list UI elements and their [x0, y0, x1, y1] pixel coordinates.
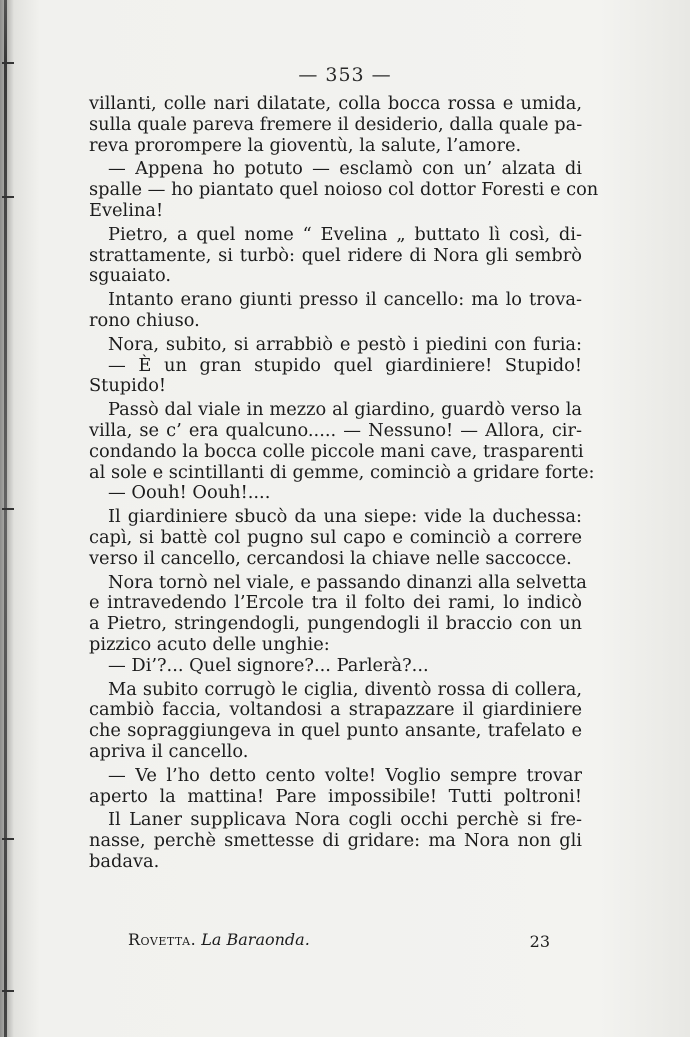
- text-line: — Appena ho potuto — esclamò con un’ alzata di: [108, 158, 582, 180]
- binding-shadow: [0, 0, 14, 1037]
- binding-mark: [2, 196, 14, 198]
- text-line: Evelina!: [89, 199, 164, 221]
- text-line: — Ve l’ho detto cento volte! Voglio sempre trovar: [108, 764, 582, 786]
- footer-title: La Baraonda.: [201, 930, 310, 949]
- body-text: [89, 93, 599, 873]
- page-footer: [128, 930, 550, 954]
- text-line: Nora tornò nel viale, e passando dinanzi alla selvetta: [108, 571, 587, 593]
- text-line: che sopraggiungeva in quel punto ansante, trafelato e: [89, 720, 582, 742]
- text-line: apriva il cancello.: [89, 740, 249, 762]
- text-line: reva prorompere la gioventù, la salute, l’amore.: [89, 134, 522, 156]
- text-line: aperto la mattina! Pare impossibile! Tutti poltroni!: [89, 785, 582, 807]
- text-line: — È un gran stupido quel giardiniere! Stupido!: [108, 354, 582, 376]
- text-line: villa, se c’ era qualcuno..... — Nessuno! — Allora, cir-: [89, 419, 582, 441]
- binding-mark: [2, 838, 14, 840]
- text-line: Nora, subito, si arrabbiò e pestò i piedini con furia:: [108, 333, 582, 355]
- text-line: capì, si battè col pugno sul capo e cominciò a correre: [89, 526, 582, 548]
- text-line: nasse, perchè smettesse di gridare: ma Nora non gli: [89, 830, 582, 852]
- text-line: Ma subito corrugò le ciglia, diventò rossa di collera,: [108, 678, 582, 700]
- text-line: Stupido!: [89, 375, 167, 397]
- text-line: e intravedendo l’Ercole tra il folto dei rami, lo indicò: [89, 592, 582, 614]
- binding-edge: [4, 0, 7, 1037]
- text-line: badava.: [89, 850, 160, 872]
- text-line: a Pietro, stringendogli, pungendogli il braccio con un: [89, 613, 582, 635]
- text-line: Il Laner supplicava Nora cogli occhi perchè si fre-: [108, 809, 582, 831]
- text-line: sguaiato.: [89, 265, 172, 287]
- text-line: rono chiuso.: [89, 309, 200, 331]
- binding-mark: [2, 990, 14, 992]
- binding-mark: [2, 508, 14, 510]
- page-number: — 353 —: [298, 64, 392, 86]
- text-line: pizzico acuto delle unghie:: [89, 633, 330, 655]
- text-line: Pietro, a quel nome “ Evelina „ buttato lì così, di-: [108, 223, 582, 245]
- text-line: strattamente, si turbò: quel ridere di Nora gli sembrò: [89, 244, 582, 266]
- text-line: verso il cancello, cercandosi la chiave nelle saccocce.: [89, 547, 572, 569]
- text-line: condando la bocca colle piccole mani cave, trasparenti: [89, 440, 584, 462]
- text-line: cambiò faccia, voltandosi a strapazzare il giardiniere: [89, 699, 582, 721]
- text-line: Passò dal viale in mezzo al giardino, guardò verso la: [108, 399, 582, 421]
- footer-author: Rovetta.: [128, 930, 197, 949]
- text-line: — Oouh! Oouh!....: [108, 482, 271, 504]
- text-line: — Di’?... Quel signore?... Parlerà?...: [108, 654, 429, 676]
- text-line: Il giardiniere sbucò da una siepe: vide la duchessa:: [108, 506, 582, 528]
- text-line: Intanto erano giunti presso il cancello: ma lo trova-: [108, 289, 582, 311]
- text-line: spalle — ho piantato quel noioso col dottor Foresti e con: [89, 179, 599, 201]
- text-line: sulla quale pareva fremere il desiderio, dalla quale pa-: [89, 113, 583, 135]
- text-line: villanti, colle nari dilatate, colla bocca rossa e umida,: [89, 93, 582, 114]
- signature-mark: 23: [529, 932, 550, 951]
- text-line: al sole e scintillanti di gemme, cominciò a gridare forte:: [89, 461, 595, 483]
